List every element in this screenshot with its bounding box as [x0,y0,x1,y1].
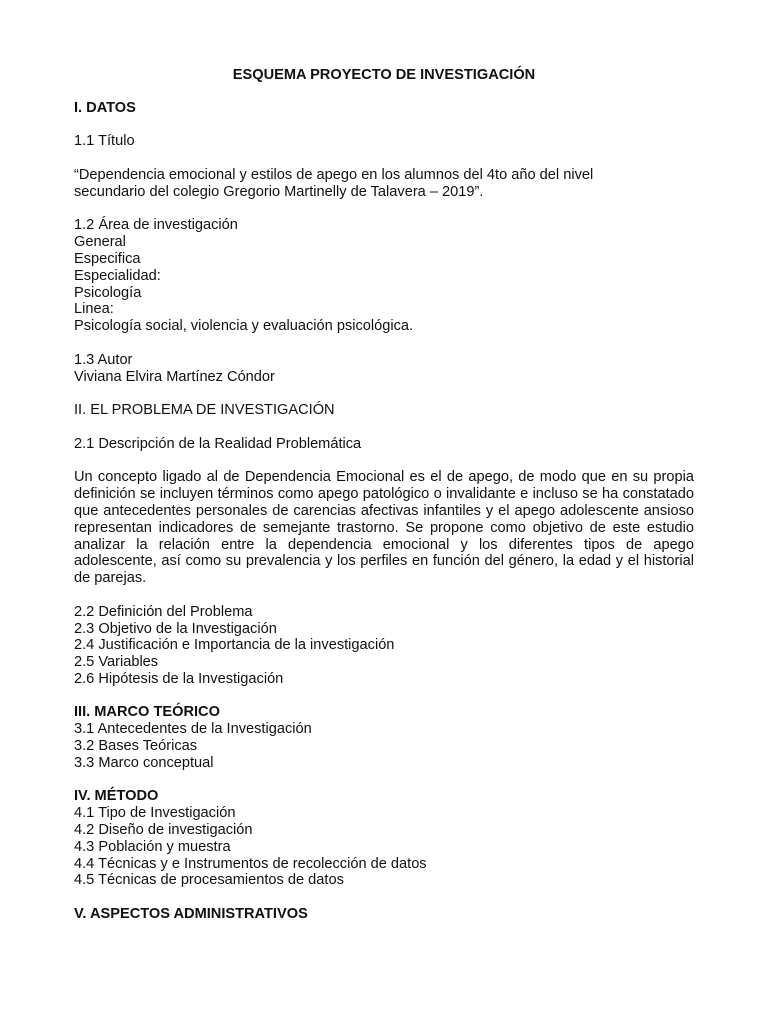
list-item: 2.6 Hipótesis de la Investigación [74,670,284,687]
area-line: Especifica [74,250,141,267]
list-item: 4.5 Técnicas de procesamientos de datos [74,872,344,889]
list-item: 2.5 Variables [74,654,159,671]
section-5-heading: V. ASPECTOS ADMINISTRATIVOS [74,906,308,923]
area-line: General [74,234,126,251]
section-3-heading: III. MARCO TEÓRICO [74,704,220,721]
section-2-subheading: 2.1 Descripción de la Realidad Problemática [74,435,362,452]
list-item: 2.4 Justificación e Importancia de la investigación [74,637,395,654]
titulo-text: “Dependencia emocional y estilos de apego en los alumnos del 4to año del nivel secundario del colegio Gregorio Martinelly de Talavera – 2019”. [74,166,594,200]
area-line: Especialidad: [74,267,161,284]
list-item: 3.1 Antecedentes de la Investigación [74,721,312,738]
section-4-heading: IV. MÉTODO [74,788,159,805]
section-2-heading: II. EL PROBLEMA DE INVESTIGACIÓN [74,402,335,419]
list-item: 4.1 Tipo de Investigación [74,805,236,822]
list-item: 4.4 Técnicas y e Instrumentos de recolección de datos [74,855,427,872]
problem-paragraph: Un concepto ligado al de Dependencia Emocional es el de apego, de modo que en su propia definición se incluyen términos como apego patológico o invalidante e incluso se ha constatado que antecedentes personales de carencias afectivas infantiles y el apego adolescente ansioso representan indicadores de semejante trastorno. Se propone como objetivo de este estudio analizar la relación entre la dependencia emocional y los diferentes tipos de apego adolescente, así como su prevalencia y los perfiles en función del género, la edad y el historial de parejas. [74,469,694,587]
list-item: 2.2 Definición del Problema [74,603,253,620]
document-title: ESQUEMA PROYECTO DE INVESTIGACIÓN [232,67,536,83]
section-1-heading: I. DATOS [74,99,136,116]
area-label: 1.2 Área de investigación [74,217,238,234]
list-item: 3.2 Bases Teóricas [74,738,198,755]
area-line: Psicología social, violencia y evaluación psicológica. [74,318,414,335]
area-line: Linea: [74,301,114,318]
list-item: 4.3 Población y muestra [74,838,231,855]
list-item: 4.2 Diseño de investigación [74,822,253,839]
titulo-label: 1.1 Título [74,133,135,150]
autor-name: Viviana Elvira Martínez Cóndor [74,368,275,385]
autor-label: 1.3 Autor [74,351,133,368]
area-line: Psicología [74,284,142,301]
list-item: 3.3 Marco conceptual [74,754,214,771]
list-item: 2.3 Objetivo de la Investigación [74,620,277,637]
